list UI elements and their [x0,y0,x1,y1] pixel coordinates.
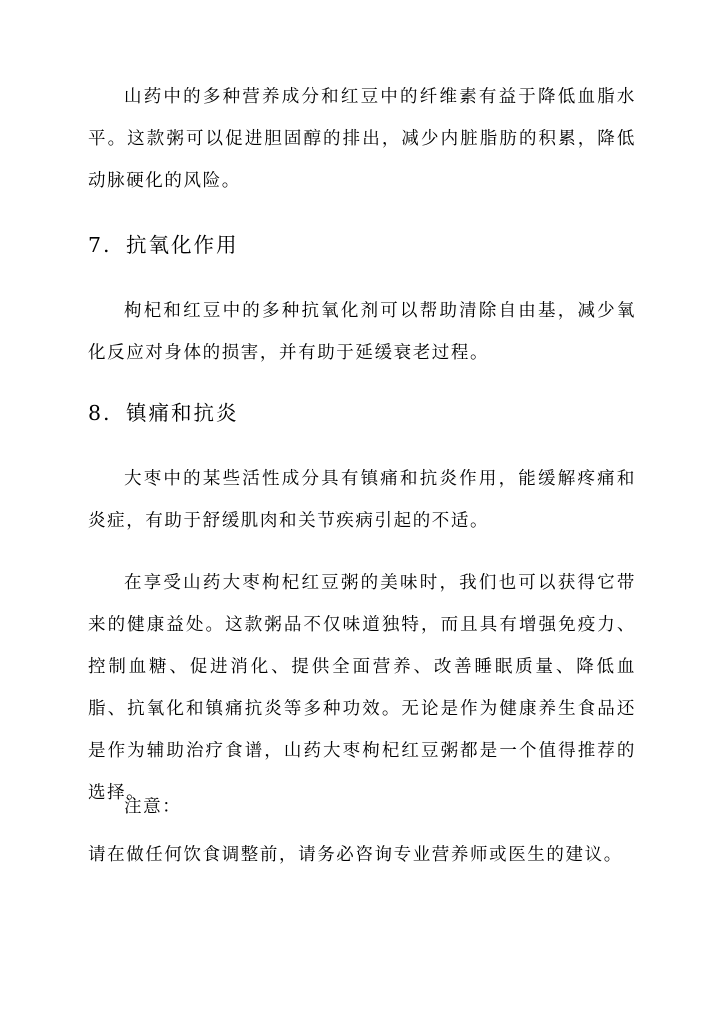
note-text: 请在做任何饮食调整前，请务必咨询专业营养师或医生的建议。 [88,845,623,865]
paragraph-summary: 在享受山药大枣枸杞红豆粥的美味时，我们也可以获得它带来的健康益处。这款粥品不仅味道独特，而且具有增强免疫力、控制血糖、促进消化、提供全面营养、改善睡眠质量、降低血脂、抗氧化和镇痛抗炎等多种功效。无论是作为健康养生食品还是作为辅助治疗食谱，山药大枣枸杞红豆粥都是一个值得推荐的选择。 [88,573,636,803]
section-heading-analgesic [88,398,636,428]
section-heading-antioxidant [88,230,636,260]
section-number: 8. [88,401,112,425]
note-label: 注意： [124,797,182,817]
paragraph-blood-lipids: 山药中的多种营养成分和红豆中的纤维素有益于降低血脂水平。这款粥可以促进胆固醇的排出，减少内脏脂肪的积累，降低动脉硬化的风险。 [88,87,636,191]
section-number: 7. [88,233,112,257]
paragraph-analgesic: 大枣中的某些活性成分具有镇痛和抗炎作用，能缓解疼痛和炎症，有助于舒缓肌肉和关节疾病引起的不适。 [88,469,636,531]
section-title: 镇痛和抗炎 [126,401,239,425]
paragraph-antioxidant: 枸杞和红豆中的多种抗氧化剂可以帮助清除自由基，减少氧化反应对身体的损害，并有助于延缓衰老过程。 [88,301,636,363]
section-title: 抗氧化作用 [126,233,239,257]
